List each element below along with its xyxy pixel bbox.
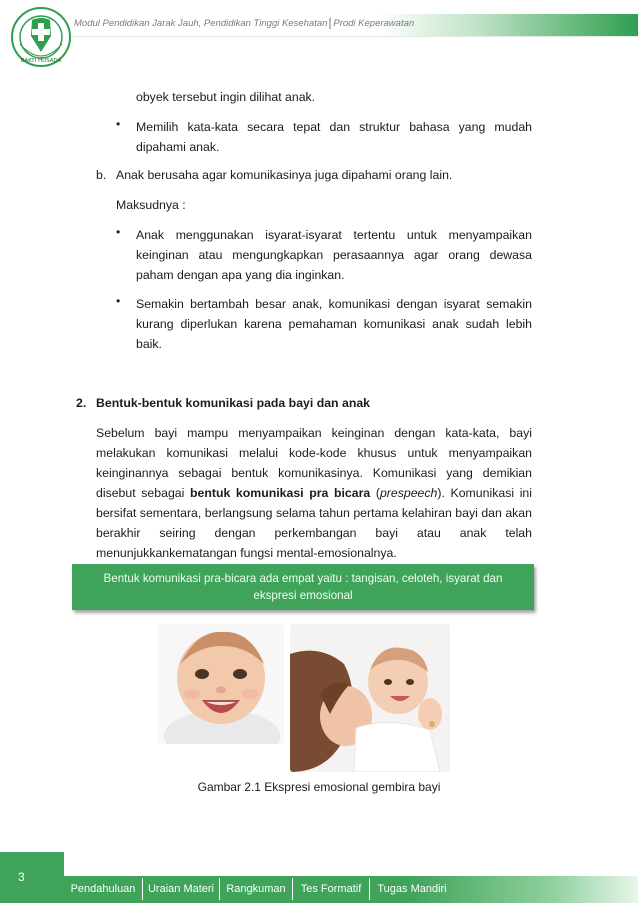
module-title: Modul Pendidikan Jarak Jauh, Pendidikan Tinggi Kesehatan	[74, 18, 328, 29]
para-bold-term: bentuk komunikasi pra bicara	[189, 486, 371, 500]
figure-caption: Gambar 2.1 Ekspresi emosional gembira bayi	[197, 780, 441, 794]
section-title: Bentuk-bentuk komunikasi pada bayi dan anak	[96, 396, 371, 410]
para-text-1: Sebelum bayi mampu menyampaikan keinginan dengan kata-kata, bayi melakukan komunikasi melalui kode-kode khusus untuk menyampaikan keinginannya sebagai bentuk komunikasinya. Komunikasi yang demikian disebut sebagai	[96, 426, 532, 500]
highlight-text: Bentuk komunikasi pra-bicara ada empat yaitu : tangisan, celoteh, isyarat dan ekspresi emosional	[103, 572, 503, 602]
mother-baby-photo	[290, 624, 450, 772]
list-marker-b: b.	[96, 168, 107, 182]
bullet-icon: •	[116, 225, 121, 239]
page-number-box	[0, 852, 64, 903]
nav-tugas-mandiri[interactable]: Tugas Mandiri	[377, 883, 447, 895]
section-number: 2.	[76, 396, 87, 410]
nav-rangkuman[interactable]: Rangkuman	[226, 883, 286, 895]
baby-laughing-photo	[158, 624, 284, 744]
bullet-text-3: Semakin bertambah besar anak, komunikasi dengan isyarat semakin kurang diperlukan karena pemahaman komunikasi anak sudah lebih baik.	[136, 297, 532, 351]
logo-text: BAKTI HUSADA	[20, 58, 62, 64]
bullet-text-2: Anak menggunakan isyarat-isyarat tertentu untuk menyampaikan keinginan atau mengungkapkan perasaannya agar orang dewasa paham dengan apa yang dia inginkan.	[136, 228, 532, 282]
continuation-line: obyek tersebut ingin dilihat anak.	[136, 90, 316, 104]
bullet-text-1: Memilih kata-kata secara tepat dan struktur bahasa yang mudah dipahami anak.	[136, 120, 532, 154]
nav-tes-formatif[interactable]: Tes Formatif	[300, 883, 362, 895]
nav-pendahuluan[interactable]: Pendahuluan	[70, 883, 136, 895]
list-item-b: Anak berusaha agar komunikasinya juga dipahami orang lain.	[116, 168, 453, 182]
para-text-2: ). Komunikasi ini bersifat sementara, berlangsung selama tahun pertama kelahiran bayi dan akan berakhir seiring dengan perkembangan bayi atau anak telah menunjukkankematangan fungsi mental-emosionalnya.	[96, 486, 533, 560]
prodi-label: Prodi Keperawatan	[333, 18, 415, 29]
maksudnya-label: Maksudnya :	[116, 198, 186, 212]
bakti-husada-logo	[10, 6, 72, 68]
header-title: Modul Pendidikan Jarak Jauh, Pendidikan Tinggi Kesehatan│Prodi Keperawatan	[74, 18, 415, 29]
bullet-icon: •	[116, 117, 121, 131]
para-italic-term: prespeech	[379, 486, 438, 500]
bullet-icon: •	[116, 294, 121, 308]
page-number: 3	[18, 870, 25, 884]
para-paren: (	[370, 486, 380, 500]
nav-uraian-materi[interactable]: Uraian Materi	[147, 883, 215, 895]
section-paragraph	[96, 423, 532, 563]
highlight-box	[72, 564, 534, 610]
